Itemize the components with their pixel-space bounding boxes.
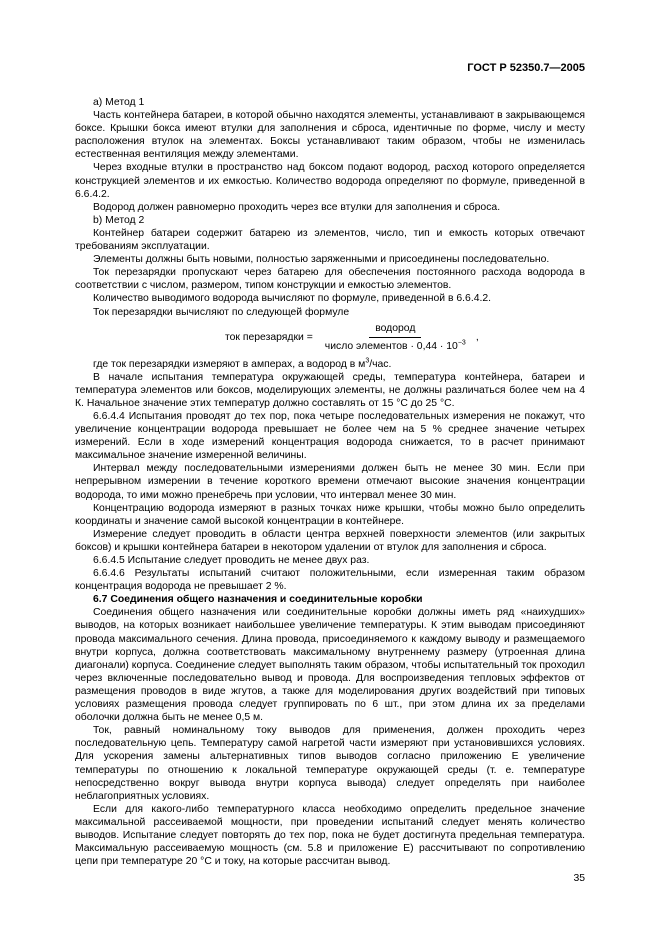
where-sup: 3 — [365, 357, 370, 365]
formula-denominator — [319, 338, 472, 353]
paragraph: Концентрацию водорода измеряют в разных точках ниже крышки, чтобы можно было определить координаты и значение самой высокой концентрации в контейнере. — [75, 502, 585, 527]
paragraph: Водород должен равномерно проходить через все втулки для заполнения и сброса. — [93, 201, 501, 213]
paragraph: Интервал между последовательными измерениями должен быть не менее 30 мин. Если при непрерывном измерении в течение короткого времени отмечают высокие значения концентрации водорода, то ими можно пренебречь при условии, что интервал менее 30 мин. — [75, 463, 585, 501]
item-method-1: а) Метод 1 — [93, 97, 145, 108]
paragraph: Элементы должны быть новыми, полностью заряженными и присоединены последовательно. — [93, 254, 550, 266]
formula-exponent: −3 — [457, 339, 466, 347]
section-title: Соединения общего назначения и соединительные коробки — [110, 594, 423, 606]
document-code: ГОСТ Р 52350.7—2005 — [467, 62, 585, 74]
overcharge-current-formula — [225, 320, 585, 356]
page-number: 35 — [573, 873, 585, 884]
paragraph: Через входные втулки в пространство над боксом подают водород, расход которого определяется конструкцией элементов и их емкостью. Количество водорода определяют по формуле, приведенной в 6.6.4.2. — [75, 162, 585, 200]
section-number: 6.7 — [93, 594, 108, 606]
paragraph: Если для какого-либо температурного класса необходимо определить предельное значение максимальной рассеиваемой мощности, при проведении испытаний следует менять количество выводов. Испытание следует повторять до тех пор, пока не будет достигнута предельная температура. Максимальную рассеиваемую мощность (см. 5.8 и приложение Е) рассчитывают по сопротивлению цепи при температуре 20 °С и току, на которые рассчитан вывод. — [75, 803, 585, 868]
paragraph: Ток, равный номинальному току выводов для применения, должен проходить через последовательную цепь. Температуру самой нагретой части измеряют при установившихся условиях. Для ускорения замены альтернативных типов выводов согласно приложению Е увеличение температуры по отношению к локальной температуре окружающей среды (т. е. температуре непосредственно вокруг вывода внутри корпуса вывода) следует определять при наиболее неблагоприятных условиях. — [75, 725, 585, 802]
paragraph: Соединения общего назначения или соединительные коробки должны иметь ряд «наихудших» выводов, на которых возникает наибольшее увеличение температуры. К этим выводам присоединяют провода максимального сечения. Длина провода, присоединяемого к каждому выводу и размещаемого внутри корпуса, должна соответствовать максимальному внутреннему размеру (утроенная длина диагонали) корпуса. Соединение следует выполнять таким образом, чтобы испытательный ток проходил через включенные последовательно вывод и провода. Для воспроизведения тепловых эффектов от размещения проводов в виде жгутов, а также для моделирования других воздействий при типовых условиях размещения провода следует группировать по 6 шт., при этом длина их за пределами оболочки должна быть не менее 0,5 м. — [75, 607, 585, 724]
paragraph: Ток перезарядки пропускают через батарею для обеспечения постоянного расхода водорода в соответствии с числом, размером, типом конструкции и емкостью элементов. — [75, 267, 585, 292]
paragraph: Часть контейнера батареи, в которой обычно находятся элементы, устанавливают в закрывающемся боксе. Крышки бокса имеют втулки для заполнения и сброса, идентичные по форме, числу и месту расположения втулок на элементах. Боксы устанавливают таким образом, чтобы не изменилась естественная вентиляция между элементами. — [75, 110, 585, 161]
formula-comma: , — [475, 332, 479, 344]
item-method-2: b) Метод 2 — [93, 214, 145, 226]
formula-denominator-text: число элементов · 0,44 · 10 — [324, 341, 458, 353]
where-tail: /час. — [369, 358, 392, 370]
formula-fraction — [319, 322, 472, 353]
clause-6-6-4-5: 6.6.4.5 Испытание следует проводить не менее двух раз. — [93, 555, 370, 566]
paragraph: Количество выводимого водорода вычисляют по формуле, приведенной в 6.6.4.2. — [93, 293, 492, 305]
clause-6-6-4-6: 6.6.4.6 Результаты испытаний считают положительными, если измеренная таким образом концентрация водорода не превышает 2 %. — [75, 568, 585, 593]
paragraph: Измерение следует проводить в области центра верхней поверхности элементов (или закрытых боксов) и крышки контейнера батареи в некотором удалении от втулок для заполнения и сброса. — [75, 528, 585, 553]
formula-lhs: ток перезарядки = — [225, 332, 313, 344]
clause-6-6-4-4: 6.6.4.4 Испытания проводят до тех пор, пока четыре последовательных измерения не покажут, что увеличение концентрации водорода превышает не более чем на 5 % среднее значение четырех измерений. Если в ходе измерений концентрация водорода снижается, то в расчет принимают максимальное значение измеренной величины. — [75, 410, 585, 462]
section-heading — [75, 593, 585, 606]
document-body — [75, 96, 585, 868]
paragraph: В начале испытания температура окружающей среды, температура контейнера, батареи и температура элементов или боксов, моделирующих элементы, не должны различаться более чем на 4 К. Начальное значение этих температур должно составлять от 15 °С до 25 °С. — [75, 371, 585, 409]
formula-where-line — [75, 358, 585, 371]
where-text: где ток перезарядки измеряют в амперах, а водород в м — [93, 358, 366, 370]
formula-numerator: водород — [369, 322, 421, 338]
paragraph: Контейнер батареи содержит батарею из элементов, число, тип и емкость которых отвечают требованиям эксплуатации. — [75, 227, 585, 253]
paragraph: Ток перезарядки вычисляют по следующей формуле — [93, 306, 350, 318]
